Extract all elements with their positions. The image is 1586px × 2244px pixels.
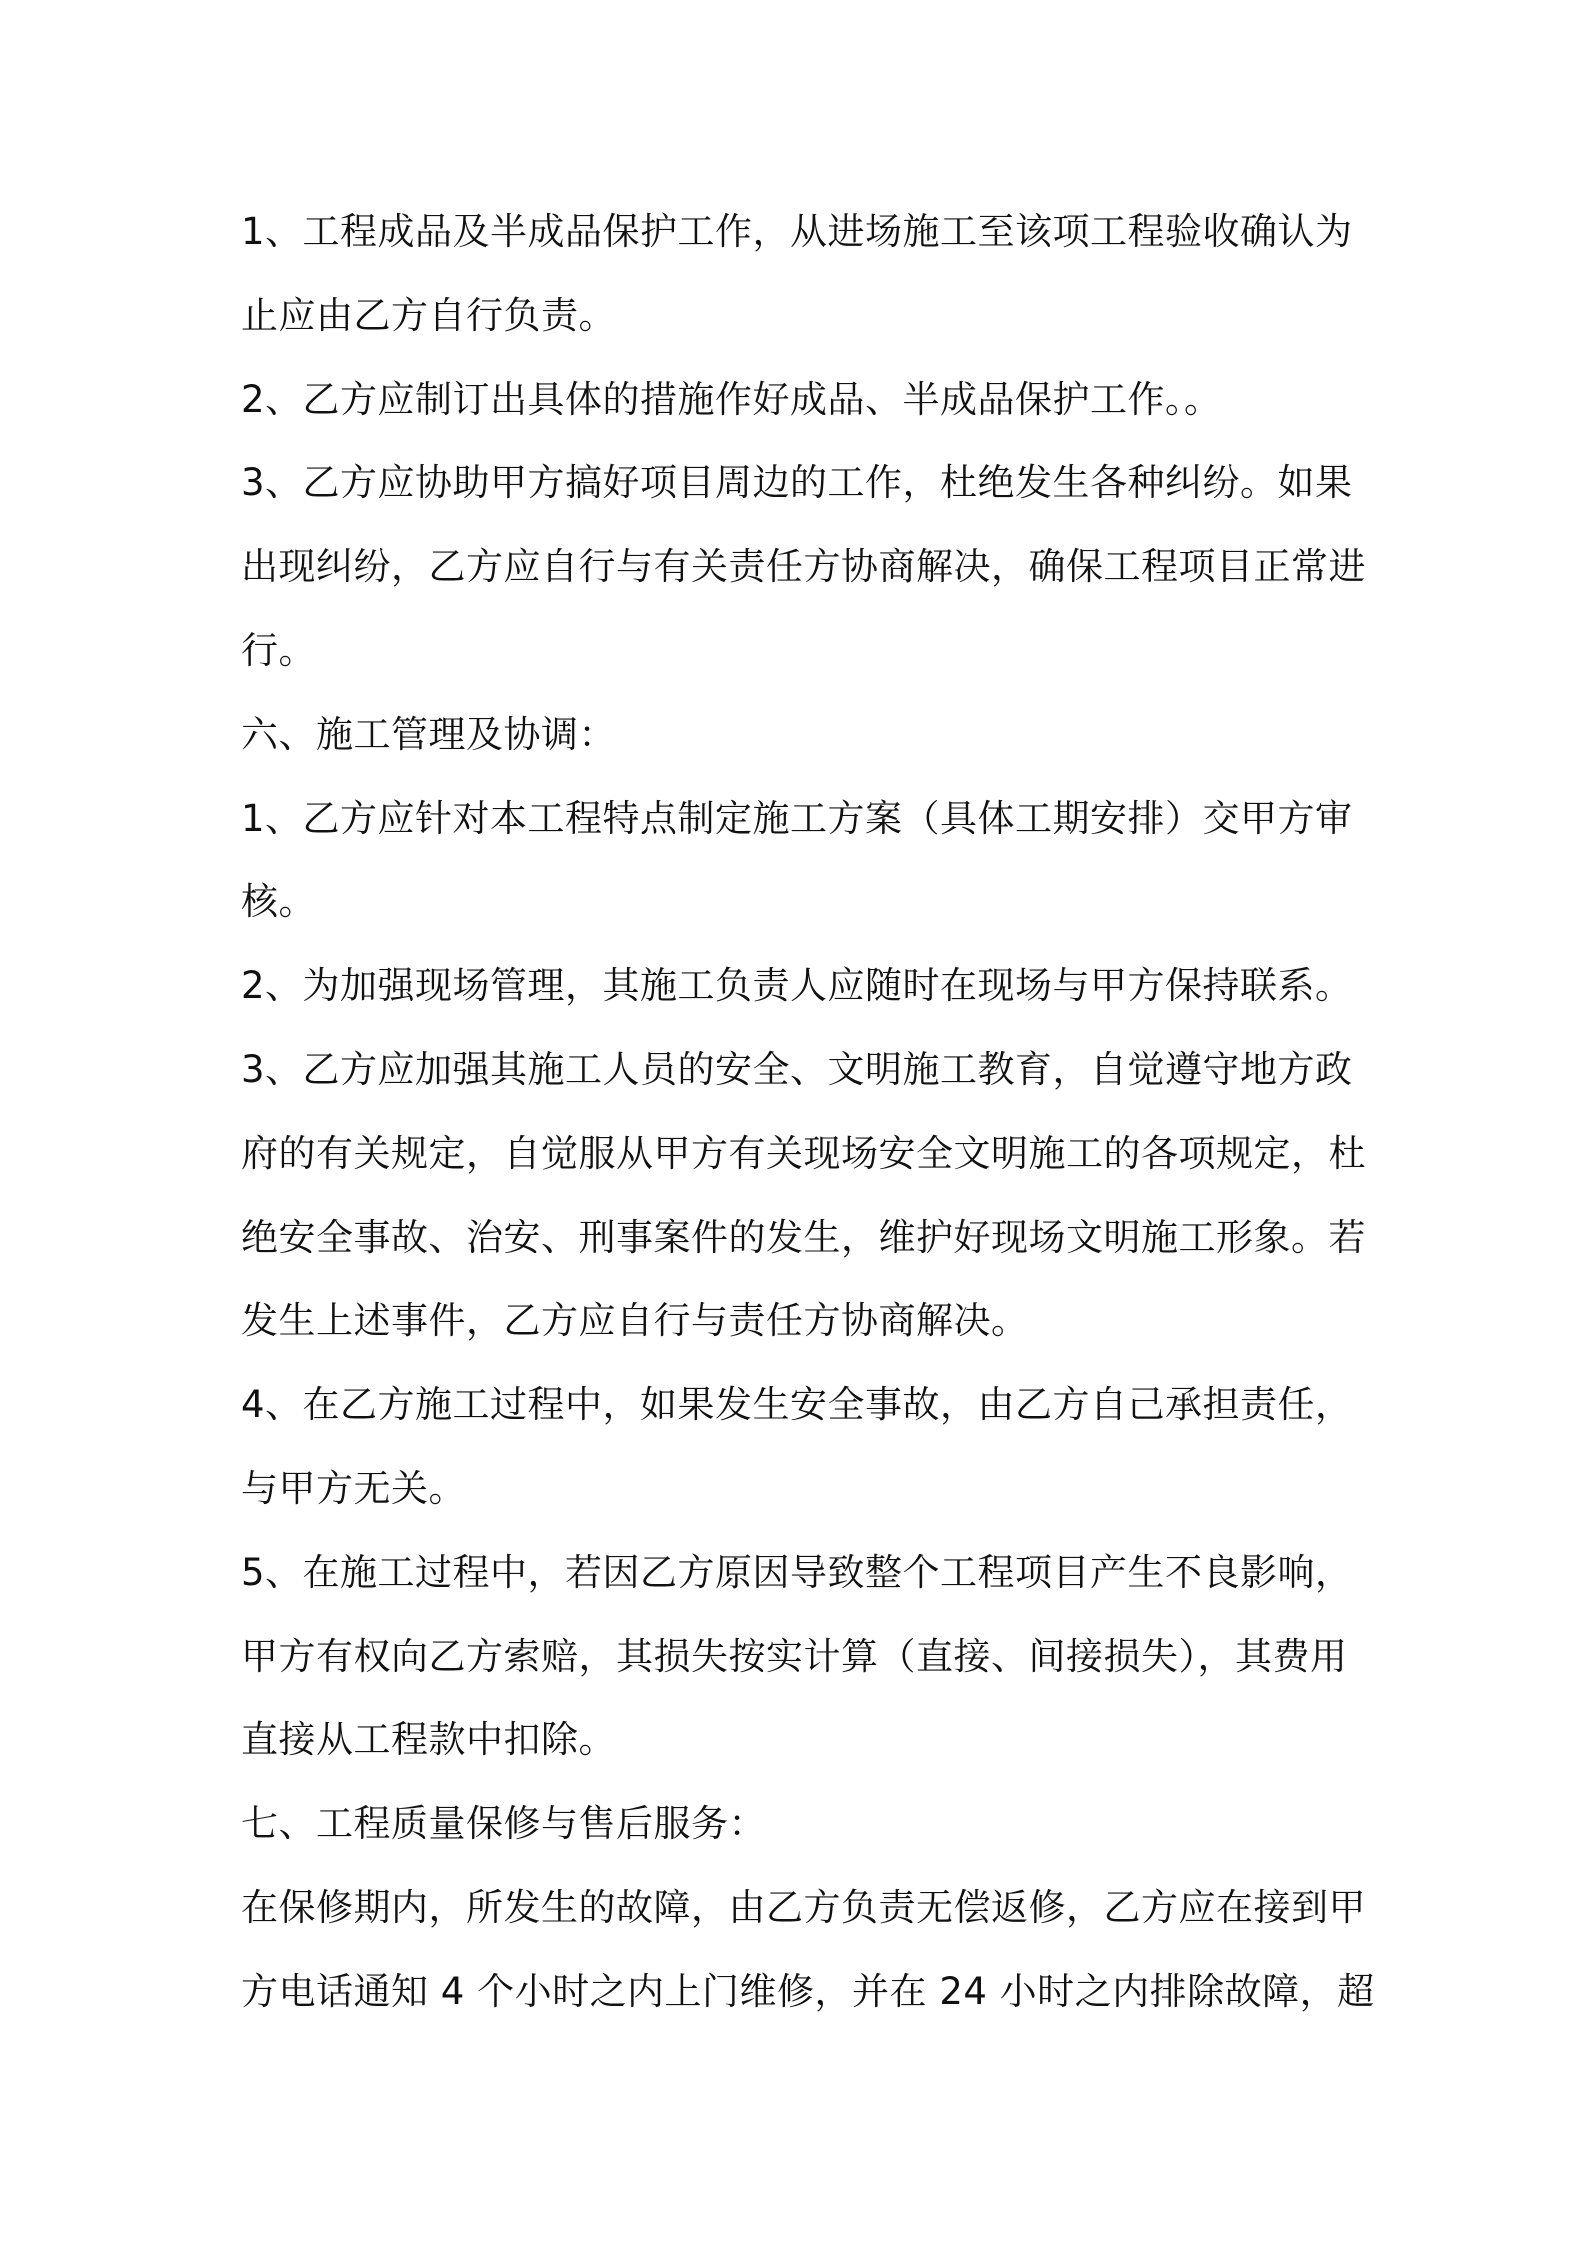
- text-line: 甲方有权向乙方索赔，其损失按实计算（直接、间接损失），其费用: [241, 1634, 1348, 1678]
- text-line: 行。: [241, 628, 316, 672]
- section-heading: 七、工程质量保修与售后服务：: [241, 1802, 766, 1846]
- text-line: 3、乙方应加强其施工人员的安全、文明施工教育，自觉遵守地方政: [241, 1047, 1353, 1091]
- text-line: 出现纠纷，乙方应自行与有关责任方协商解决，确保工程项目正常进: [241, 545, 1366, 589]
- text-line: 2、乙方应制订出具体的措施作好成品、半成品保护工作。。: [241, 377, 1222, 421]
- text-line: 2、为加强现场管理，其施工负责人应随时在现场与甲方保持联系。: [241, 964, 1353, 1008]
- text-line: 方电话通知 4 个小时之内上门维修，并在 24 小时之内排除故障，超: [241, 1969, 1375, 2013]
- document-body: [241, 190, 1375, 2034]
- text-line: 4、在乙方施工过程中，如果发生安全事故，由乙方自己承担责任，: [241, 1383, 1353, 1427]
- text-line: 止应由乙方自行负责。: [241, 293, 616, 337]
- text-line: 1、乙方应针对本工程特点制定施工方案（具体工期安排）交甲方审: [241, 796, 1353, 840]
- text-line: 1、工程成品及半成品保护工作，从进场施工至该项工程验收确认为: [241, 210, 1353, 253]
- text-line: 在保修期内，所发生的故障，由乙方负责无偿返修，乙方应在接到甲: [241, 1885, 1366, 1929]
- text-line: 发生上述事件，乙方应自行与责任方协商解决。: [241, 1299, 1029, 1343]
- text-line: 直接从工程款中扣除。: [241, 1718, 616, 1762]
- text-line: 核。: [241, 880, 316, 924]
- text-line: 3、乙方应协助甲方搞好项目周边的工作，杜绝发生各种纠纷。如果: [241, 461, 1353, 505]
- text-line: 绝安全事故、治安、刑事案件的发生，维护好现场文明施工形象。若: [241, 1215, 1366, 1259]
- text-line: 与甲方无关。: [241, 1466, 466, 1510]
- text-line: 5、在施工过程中，若因乙方原因导致整个工程项目产生不良影响，: [241, 1550, 1353, 1594]
- section-heading: 六、施工管理及协调：: [241, 712, 616, 756]
- text-line: 府的有关规定，自觉服从甲方有关现场安全文明施工的各项规定，杜: [241, 1131, 1366, 1175]
